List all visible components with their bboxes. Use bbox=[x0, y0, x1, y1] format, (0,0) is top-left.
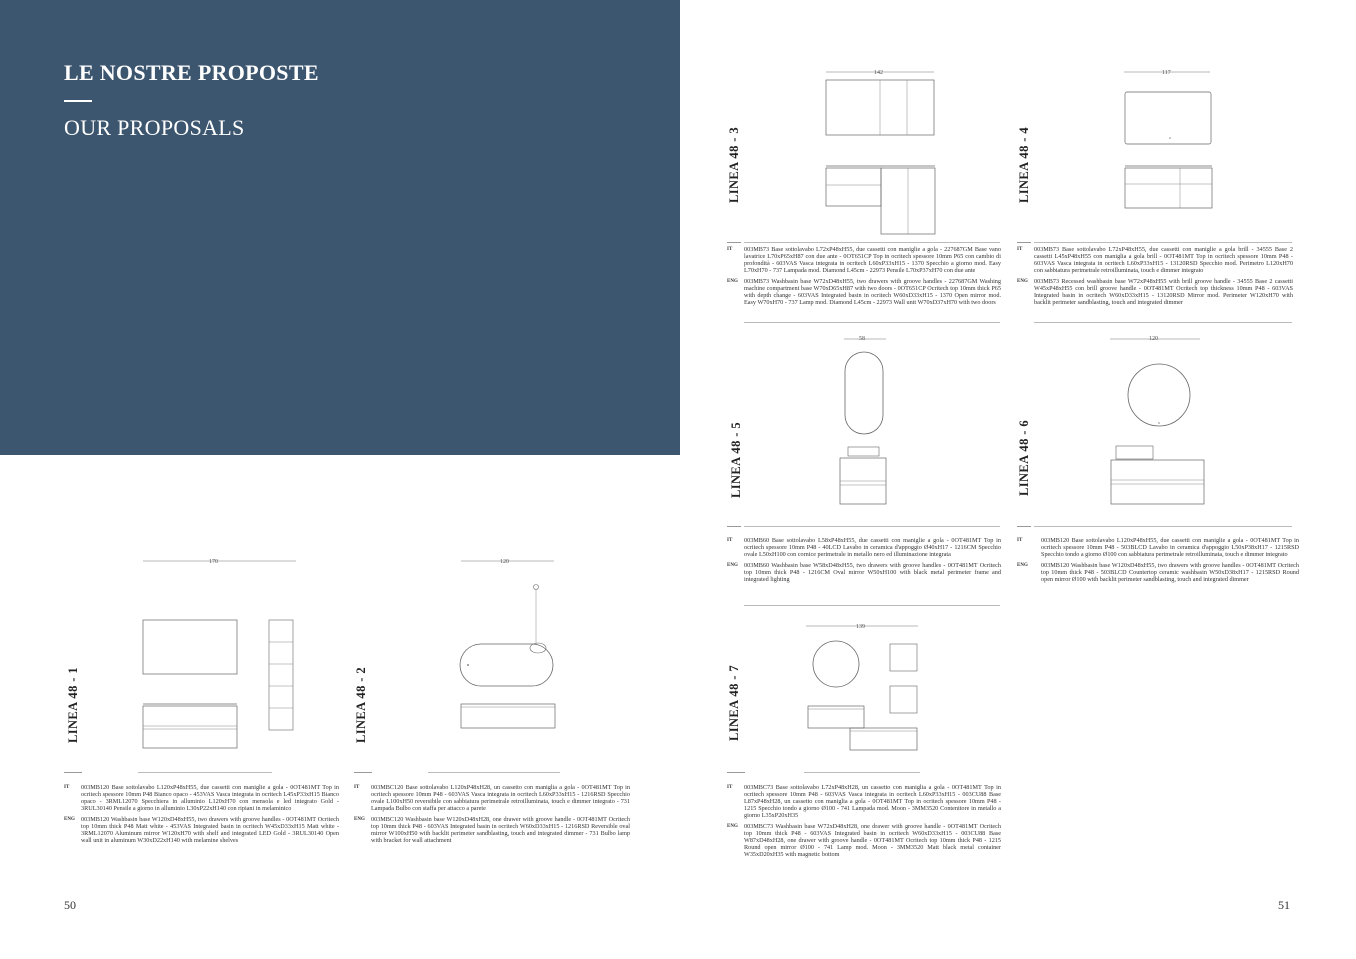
drawing-48-6 bbox=[1104, 330, 1214, 510]
desc-48-6: IT 003MB120 Base sottolavabo L120xP48xH55, due cassetti con maniglie a gola - 0OT481MT Top in ocritech spessore 10mm P48 - 503BLCD Lavabo in ceramica d'appoggio L50xP38xH17 - 1215RSD Specchio tondo a giorno Ø100 con sabbiatura perimetrale retroilluminata, touch e dimmer integrato ENG 003MB120 Washbasin base W120xD48xH55, two drawers with groove handles - 0OT481MT Ocritech top 10mm thick P48 - 503BLCD Countertop ceramic washbasin W50xD38xH17 - 1215RSD Round open mirror Ø100 with backlit perimeter sandblasting, touch and integrated dimmer bbox=[1017, 537, 1299, 583]
card-label: LINEA 48 - 5 bbox=[729, 422, 743, 498]
desc-48-7: IT 003MBC73 Base sottolavabo L72xP48xH28, un cassetto con maniglia a gola - 0OT481MT Top in ocritech spessore 10mm P48 - 603VAS Vasca integrata in ocritech L60xP33xH15 - 003CU88 Base L87xP48xH28, un cassetto con maniglia a gola - 0OT481MT Top in ocritech spessore 10mm P48 - 1215 Specchio tondo a giorno Ø100 - 741 Lampada mod. Moon - 3MM3520 Contenitore in metallo a giorno L35xP20xH35 ENG 003MBC73 Washbasin base W72xD48xH28, one drawer with groove handle - 0OT481MT Ocritech top 10mm thick P48 - 603VAS Integrated basin in ocritech W60xD33xH15 - 003CU88 Base W87xD48xH28, one drawer with groove handle - 0OT481MT Ocritech top 10mm thick P48 - 1215 Round open mirror Ø100 - 741 Lamp mod. Moon - 3MM3520 Matt black metal container W35xD20xH35 with magnetic bottom bbox=[727, 784, 1001, 858]
svg-text:120: 120 bbox=[500, 559, 509, 565]
title-english: OUR PROPOSALS bbox=[64, 115, 245, 140]
card-label: LINEA 48 - 1 bbox=[66, 667, 80, 743]
title-italian: LE NOSTRE PROPOSTE bbox=[64, 60, 319, 85]
svg-text:170: 170 bbox=[209, 559, 218, 565]
card-label: LINEA 48 - 4 bbox=[1017, 127, 1031, 203]
desc-48-5: IT 003MB60 Base sottolavabo L58xP48xH55, due cassetti con maniglie a gola - 0OT481MT Top in ocritech spessore 10mm P48 - 40LCD Lavabo in ceramica d'appoggio Ø40xH17 - 1216CM Specchio ovale L50xH100 con cornice perimetrale in metallo nero ed illuminazione integrata ENG 003MB60 Washbasin base W58xD48xH55, two drawers with groove handles - 0OT481MT Ocritech top 10mm thick P48 - 1216CM Oval mirror W50xH100 with black metal perimeter frame and integrated lighting bbox=[727, 537, 1001, 583]
page-number-right: 51 bbox=[1278, 898, 1290, 912]
drawing-48-1 bbox=[136, 552, 306, 752]
svg-text:58: 58 bbox=[859, 336, 865, 342]
svg-text:139: 139 bbox=[856, 624, 865, 630]
card-label: LINEA 48 - 6 bbox=[1017, 420, 1031, 496]
svg-text:120: 120 bbox=[1149, 336, 1158, 342]
svg-text:142: 142 bbox=[874, 70, 883, 76]
desc-48-1: IT 003MB120 Base sottolavabo L120xP48xH55, due cassetti con maniglie a gola - 0OT481MT Top in ocritech spessore 10mm P48 Bianco opaco - 453VAS Vasca integrata in ocritech L45xP33xH15 Bianco opaco - 3RML12070 Specchiera in alluminio L120xH70 con mensola e led integrato Gold - 3RUL30140 Pensile a giorno in alluminio L30xP22xH140 con ripiani in melaminico ENG 003MB120 Washbasin base W120xD48xH55, two drawers with groove handles - 0OT481MT Ocritech top 10mm thick P48 Matt white - 453VAS Integrated basin in ocritech W45xD33xH15 Matt white - 3RML12070 Aluminum mirror W120xH70 with shelf and integrated LED Gold - 3RUL30140 Open wall unit in aluminum W30xD22xH140 with melamine shelves bbox=[64, 784, 339, 844]
drawing-48-7 bbox=[800, 618, 930, 758]
title-divider bbox=[64, 100, 92, 102]
card-label: LINEA 48 - 3 bbox=[727, 127, 741, 203]
desc-48-3: IT 003MB73 Base sottolavabo L72xP48xH55, due cassetti con maniglie a gola - 227687GM Base vano lavatrice L70xP65xH87 con due ante - 0OT651CP Top in ocritech spessore 10mm P65 con cambio di profondità - 603VAS Vasca integrata in ocritech L60xP33xH15 - 1370 Specchio a giorno mod. Easy L70xH70 - 737 Lampada mod. Diamond L45cm - 22973 Pensile L70xP37xH70 con due ante ENG 003MB73 Washbasin base W72xD48xH55, two drawers with groove handles - 227687GM Washing machine compartment base W70xD65xH87 with two doors - 0OT651CP Ocritech top 10mm thick P65 with depth change - 603VAS Integrated basin in ocritech W60xD33xH15 - 1370 Open mirror mod. Easy W70xH70 - 737 Lamp mod. Diamond L45cm - 22973 Wall unit W70xD37xH70 with two doors bbox=[727, 246, 1001, 306]
drawing-48-5 bbox=[830, 330, 900, 510]
drawing-48-3 bbox=[820, 64, 940, 244]
svg-text:117: 117 bbox=[1162, 70, 1171, 76]
drawing-48-2 bbox=[454, 552, 564, 752]
card-label: LINEA 48 - 7 bbox=[727, 665, 741, 741]
desc-48-4: IT 003MB73 Base sottolavabo L72xP48xH55, due cassetti con maniglie a gola brill - 34555 Base 2 cassetti L45xP48xH55 con maniglia a gola brill - 0OT481MT Top in ocritech spessore 10mm P48 - 603VAS Vasca integrata in ocritech L60xP33xH15 - 13120RSD Specchio mod. Perimetro L120xH70 con sabbiatura perimetrale retroilluminata, touch e dimmer integrato ENG 003MB73 Recessed washbasin base W72xP48xH55 with brill groove handle - 34555 Base 2 cassetti W45xP48xH55 con brill groove handle - 0OT481MT Ocritech top thickness 10mm P48 - 603VAS Integrated basin in ocritech W60xD33xH15 - 13120RSD Mirror mod. Perimeter W120xH70 with backlit perimeter sandblasting, touch and integrated dimmer bbox=[1017, 246, 1293, 306]
hero-panel bbox=[0, 0, 680, 455]
card-label: LINEA 48 - 2 bbox=[354, 667, 368, 743]
desc-48-2: IT 003MBC120 Base sottolavabo L120xP48xH28, un cassetto con maniglia a gola - 0OT481MT Top in ocritech spessore 10mm P48 - 603VAS Vasca integrata in ocritech L60xP33xH15 - 1216RSD Specchio ovale L100xH50 reversibile con sabbiatura perimetrale retroilluminata, touch e dimmer integrato - 731 Lampada Bulbo con staffa per attacco a parete ENG 003MBC120 Washbasin base W120xD48xH28, one drawer with groove handle - 0OT481MT Ocritech top 10mm thick P48 - 603VAS Integrated basin in ocritech W60xD33xH15 - 1216RSD Reversible oval mirror W100xH50 with backlit perimeter sandblasting, touch and integrated dimmer - 731 Bulbo lamp with bracket for wall attachment bbox=[354, 784, 630, 844]
drawing-48-4 bbox=[1118, 64, 1218, 224]
page-number-left: 50 bbox=[64, 898, 76, 912]
